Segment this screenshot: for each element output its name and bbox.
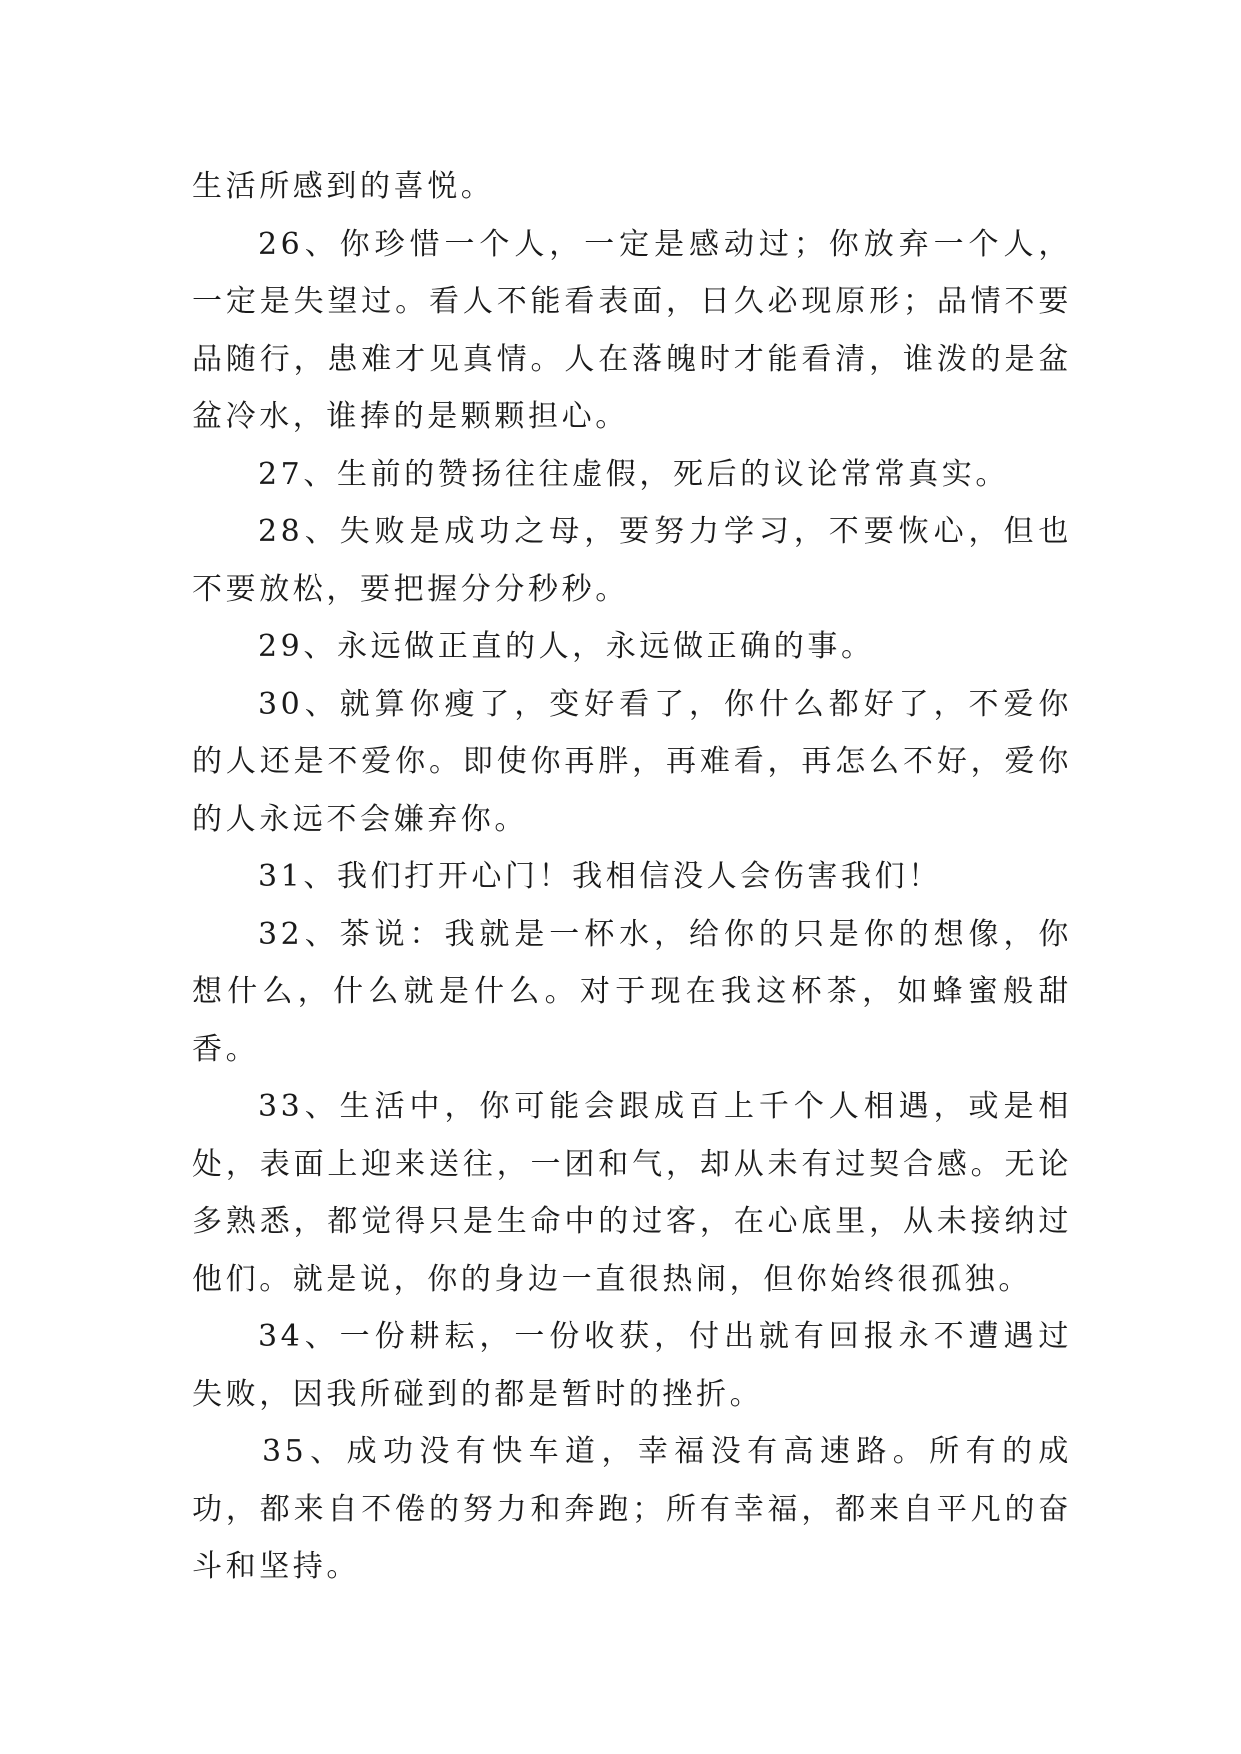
paragraph-27: 27、生前的赞扬往往虚假，死后的议论常常真实。 (258, 456, 1009, 492)
paragraph-32: 32、茶说：我就是一杯水，给你的只是你的想像，你想什么，什么就是什么。对于现在我这杯茶，如蜂蜜般甜香。 (192, 916, 1072, 1067)
paragraph-continuation: 生活所感到的喜悦。 (192, 169, 495, 204)
paragraph-30: 30、就算你瘦了，变好看了，你什么都好了，不爱你的人还是不爱你。即使你再胖，再难看，再怎么不好，爱你的人永远不会嫌弃你。 (192, 686, 1072, 837)
paragraph-35: 35、成功没有快车道，幸福没有高速路。所有的成功，都来自不倦的努力和奔跑；所有幸福，都来自平凡的奋斗和坚持。 (192, 1434, 1072, 1584)
paragraph-31: 31、我们打开心门！我相信没人会伤害我们！ (258, 859, 942, 894)
paragraph-33: 33、生活中，你可能会跟成百上千个人相遇，或是相处，表面上迎来送往，一团和气，却从未有过契合感。无论多熟悉，都觉得只是生命中的过客，在心底里，从未接纳过他们。就是说，你的身边一直很热闹，但你始终很孤独。 (192, 1089, 1072, 1297)
document-body (192, 158, 1072, 1596)
paragraph-28: 28、失败是成功之母，要努力学习，不要恢心，但也不要放松，要把握分分秒秒。 (192, 514, 1072, 607)
paragraph-34: 34、一份耕耘，一份收获，付出就有回报永不遭遇过失败，因我所碰到的都是暂时的挫折。 (192, 1319, 1072, 1412)
paragraph-29: 29、永远做正直的人，永远做正确的事。 (258, 629, 875, 664)
paragraph-26: 26、你珍惜一个人，一定是感动过；你放弃一个人，一定是失望过。看人不能看表面，日久必现原形；品情不要品随行，患难才见真情。人在落魄时才能看清，谁泼的是盆盆冷水，谁捧的是颗颗担心。 (192, 226, 1072, 434)
